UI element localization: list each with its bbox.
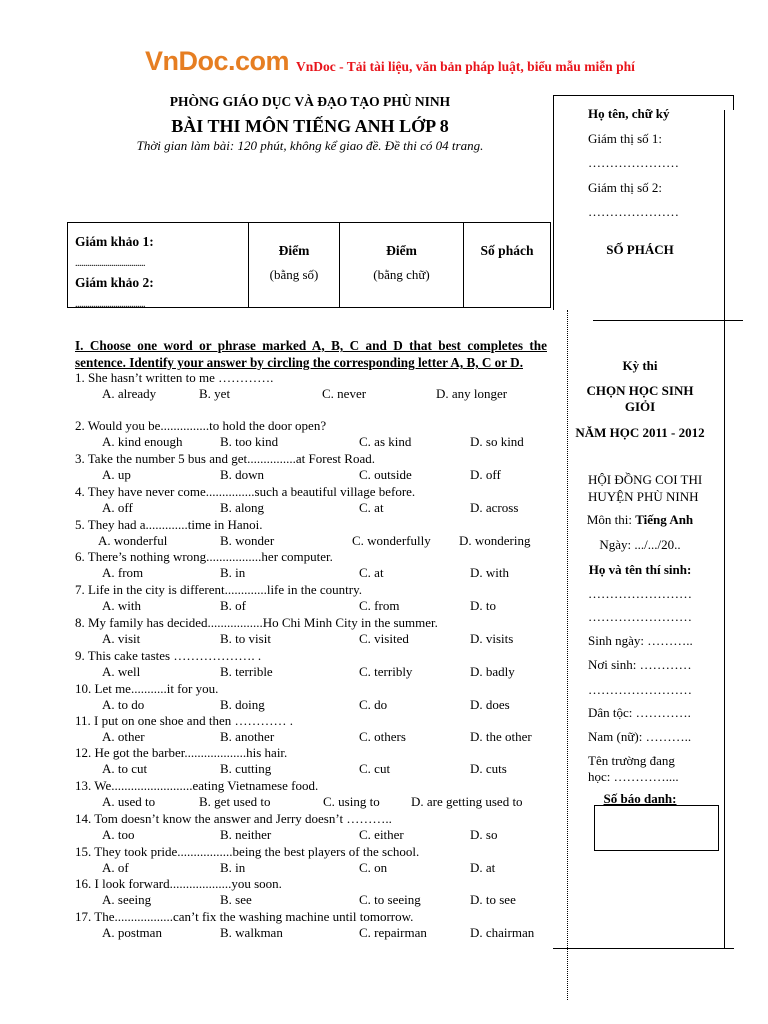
question-16: 16. I look forward...................you soon. <box>75 876 282 891</box>
question-8-option-c[interactable]: C. visited <box>359 631 409 646</box>
question-7-option-b[interactable]: B. of <box>220 598 246 613</box>
huyen-label: HUYỆN PHÙ NINH <box>588 489 699 504</box>
question-10-option-d[interactable]: D. does <box>470 697 510 712</box>
site-tagline: VnDoc - Tải tài liệu, văn bản pháp luật, biểu mẫu miễn phí <box>296 59 635 74</box>
vndoc-logo[interactable] <box>145 46 289 77</box>
question-14-option-b[interactable]: B. neither <box>220 827 272 842</box>
question-11-option-d[interactable]: D. the other <box>470 729 532 744</box>
question-14-option-d[interactable]: D. so <box>470 827 498 842</box>
so-phach-cell <box>464 223 550 307</box>
question-1-option-b[interactable]: B. yet <box>199 386 231 401</box>
question-4-option-c[interactable]: C. at <box>359 500 384 515</box>
panel-border-right-lower <box>724 110 725 948</box>
name-sign-label: Họ tên, chữ ký <box>588 106 670 121</box>
ky-thi-label: Kỳ thi <box>622 358 658 373</box>
question-9-option-b[interactable]: B. terrible <box>220 664 273 679</box>
panel-border-top <box>553 95 734 96</box>
question-1-option-d[interactable]: D. any longer <box>436 386 508 401</box>
question-13-option-b[interactable]: B. get used to <box>199 794 271 809</box>
mon-thi-row <box>560 512 720 528</box>
question-15-option-c[interactable]: C. on <box>359 860 388 875</box>
question-6-option-b[interactable]: B. in <box>220 565 246 580</box>
score-number-sub: (bằng số) <box>269 267 319 282</box>
question-17: 17. The..................can’t fix the washing machine until tomorrow. <box>75 909 414 924</box>
question-2-option-b[interactable]: B. too kind <box>220 434 279 449</box>
question-10-option-c[interactable]: C. do <box>359 697 388 712</box>
question-1-option-a[interactable]: A. already <box>102 386 157 401</box>
score-words-header: Điểm <box>386 243 417 258</box>
question-17-option-a[interactable]: A. postman <box>102 925 162 940</box>
question-17-option-b[interactable]: B. walkman <box>220 925 283 940</box>
logo-com: .com <box>228 46 290 76</box>
question-11-option-b[interactable]: B. another <box>220 729 275 744</box>
examiner-2-label: Giám khảo 2: <box>75 275 154 290</box>
invigilator-2-label: Giám thị số 2: <box>588 180 663 195</box>
question-10-option-a[interactable]: A. to do <box>102 697 145 712</box>
cut-line <box>593 320 743 321</box>
question-5-option-c[interactable]: C. wonderfully <box>352 533 431 548</box>
question-15-option-b[interactable]: B. in <box>220 860 246 875</box>
so-phach-title: SỐ PHÁCH <box>606 242 674 257</box>
examiner-1-label: Giám khảo 1: <box>75 234 154 249</box>
mon-thi-value: Tiếng Anh <box>635 512 694 527</box>
panel-border-bottom <box>553 948 734 949</box>
invigilator-1-label: Giám thị số 1: <box>588 131 663 146</box>
question-14: 14. Tom doesn’t know the answer and Jerry doesn’t ……….. <box>75 811 392 826</box>
question-3-option-b[interactable]: B. down <box>220 467 265 482</box>
question-10-option-b[interactable]: B. doing <box>220 697 265 712</box>
panel-border-right <box>733 95 734 110</box>
ngay-label: Ngày: .../.../20.. <box>599 537 681 552</box>
section-heading: I. Choose one word or phrase marked A, B, C and D that best completes the sentence. Identify your answer by circling the corresponding letter A, B, C or D. <box>75 338 547 370</box>
question-12-option-d[interactable]: D. cuts <box>470 761 507 776</box>
question-7-option-a[interactable]: A. with <box>102 598 141 613</box>
question-2-option-d[interactable]: D. so kind <box>470 434 524 449</box>
question-8: 8. My family has decided.................Ho Chi Minh City in the summer. <box>75 615 438 630</box>
question-6-option-d[interactable]: D. with <box>470 565 509 580</box>
so-bao-danh-box[interactable] <box>594 805 719 851</box>
question-17-option-c[interactable]: C. repairman <box>359 925 427 940</box>
question-13: 13. We.........................eating Vietnamese food. <box>75 778 319 793</box>
question-2-option-c[interactable]: C. as kind <box>359 434 412 449</box>
question-5: 5. They had a.............time in Hanoi. <box>75 517 263 532</box>
question-8-option-b[interactable]: B. to visit <box>220 631 271 646</box>
examiner-cell <box>68 223 249 310</box>
chon-hoc-sinh-label: CHỌN HỌC SINH <box>586 383 694 398</box>
dan-toc-label: Dân tộc: …………. <box>588 705 691 720</box>
hoi-dong-label: HỘI ĐỒNG COI THI <box>588 472 703 487</box>
question-10: 10. Let me...........it for you. <box>75 681 219 696</box>
question-16-option-d[interactable]: D. to see <box>470 892 516 907</box>
question-5-option-a[interactable]: A. wonderful <box>98 533 168 548</box>
panel-border-left <box>553 95 554 310</box>
examiner-2-dots: ................................... <box>75 299 145 310</box>
question-5-option-d[interactable]: D. wondering <box>459 533 531 548</box>
question-6: 6. There’s nothing wrong.................her computer. <box>75 549 333 564</box>
question-11: 11. I put on one shoe and then ………… . <box>75 713 293 728</box>
exam-subtitle: Thời gian làm bài: 120 phút, không kể giao đề. Đề thi có 04 trang. <box>136 138 484 153</box>
so-phach-header: Số phách <box>480 243 534 258</box>
ten-truong-label: Tên trường đang <box>588 753 675 768</box>
question-5-option-b[interactable]: B. wonder <box>220 533 275 548</box>
so-bao-danh-label: Số báo danh: <box>603 791 677 806</box>
question-6-option-a[interactable]: A. from <box>102 565 144 580</box>
question-15-option-d[interactable]: D. at <box>470 860 496 875</box>
question-7-option-c[interactable]: C. from <box>359 598 400 613</box>
nam-nu-label: Nam (nữ): ……….. <box>588 729 692 744</box>
question-4-option-d[interactable]: D. across <box>470 500 519 515</box>
department-name: PHÒNG GIÁO DỤC VÀ ĐẠO TẠO PHÙ NINH <box>169 94 451 109</box>
question-3-option-a[interactable]: A. up <box>102 467 131 482</box>
score-number-header: Điểm <box>278 243 310 258</box>
ho-ten-dots-1: …………………… <box>588 586 692 601</box>
score-words-cell <box>340 223 464 307</box>
question-6-option-c[interactable]: C. at <box>359 565 384 580</box>
question-16-option-a[interactable]: A. seeing <box>102 892 152 907</box>
question-3-option-c[interactable]: C. outside <box>359 467 412 482</box>
question-15: 15. They took pride.................being the best players of the school. <box>75 844 420 859</box>
score-number-cell <box>249 223 340 307</box>
nam-hoc-label: NĂM HỌC 2011 - 2012 <box>575 425 705 440</box>
ho-ten-thi-sinh-label: Họ và tên thí sinh: <box>588 562 692 577</box>
question-13-option-d[interactable]: D. are getting used to <box>411 794 523 809</box>
question-9: 9. This cake tastes ………………. . <box>75 648 262 663</box>
ho-ten-dots-2: …………………… <box>588 609 692 624</box>
question-2: 2. Would you be...............to hold the door open? <box>75 418 327 433</box>
question-13-option-c[interactable]: C. using to <box>323 794 380 809</box>
question-16-option-b[interactable]: B. see <box>220 892 252 907</box>
question-12-option-c[interactable]: C. cut <box>359 761 391 776</box>
score-words-sub: (bằng chữ) <box>373 267 430 282</box>
question-4-option-b[interactable]: B. along <box>220 500 265 515</box>
question-17-option-d[interactable]: D. chairman <box>470 925 535 940</box>
question-9-option-a[interactable]: A. well <box>102 664 141 679</box>
noi-sinh-dots: …………………… <box>588 682 692 697</box>
question-7: 7. Life in the city is different.............life in the country. <box>75 582 363 597</box>
question-13-option-a[interactable]: A. used to <box>102 794 156 809</box>
question-1: 1. She hasn’t written to me …………. <box>75 370 274 385</box>
score-table <box>67 222 551 308</box>
question-16-option-c[interactable]: C. to seeing <box>359 892 421 907</box>
question-8-option-a[interactable]: A. visit <box>102 631 141 646</box>
question-1-option-c[interactable]: C. never <box>322 386 367 401</box>
question-11-option-c[interactable]: C. others <box>359 729 406 744</box>
question-4-option-a[interactable]: A. off <box>102 500 133 515</box>
question-4: 4. They have never come...............such a beautiful village before. <box>75 484 416 499</box>
question-7-option-d[interactable]: D. to <box>470 598 496 613</box>
mon-thi-label: Môn thi: <box>586 512 632 527</box>
question-9-option-d[interactable]: D. badly <box>470 664 515 679</box>
question-3: 3. Take the number 5 bus and get...............at Forest Road. <box>75 451 375 466</box>
gioi-label: GIỎI <box>624 399 656 414</box>
question-12: 12. He got the barber...................his hair. <box>75 745 288 760</box>
question-14-option-c[interactable]: C. either <box>359 827 404 842</box>
question-15-option-a[interactable]: A. of <box>102 860 129 875</box>
noi-sinh-label: Nơi sinh: ………… <box>588 657 692 672</box>
hoc-label: học: ………….... <box>588 769 679 784</box>
logo-vn: VnDoc <box>145 46 229 76</box>
question-14-option-a[interactable]: A. too <box>102 827 135 842</box>
question-11-option-a[interactable]: A. other <box>102 729 145 744</box>
exam-title: BÀI THI MÔN TIẾNG ANH LỚP 8 <box>171 116 449 136</box>
question-12-option-a[interactable]: A. to cut <box>102 761 148 776</box>
question-12-option-b[interactable]: B. cutting <box>220 761 272 776</box>
question-9-option-c[interactable]: C. terribly <box>359 664 413 679</box>
question-3-option-d[interactable]: D. off <box>470 467 501 482</box>
question-8-option-d[interactable]: D. visits <box>470 631 514 646</box>
invigilator-1-dots: ………………… <box>588 155 679 170</box>
question-2-option-a[interactable]: A. kind enough <box>102 434 183 449</box>
invigilator-2-dots: ………………… <box>588 204 679 219</box>
examiner-1-dots: ................................... <box>75 258 145 269</box>
sinh-ngay-label: Sinh ngày: ……….. <box>588 633 693 648</box>
